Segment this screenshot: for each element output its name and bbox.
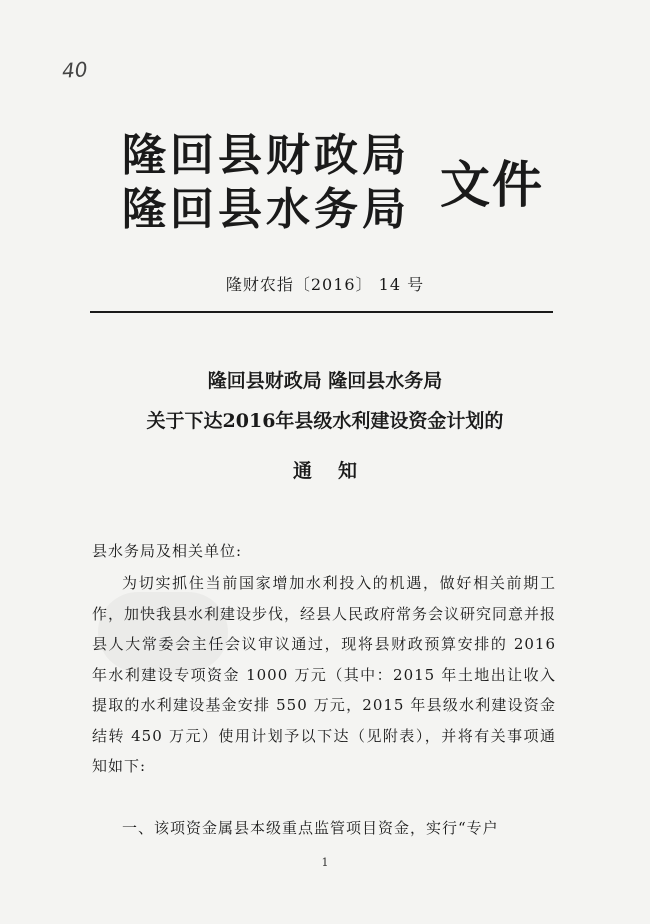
salutation: 县水务局及相关单位: bbox=[92, 542, 243, 560]
title-line-1: 隆回县财政局 隆回县水务局 bbox=[207, 370, 443, 392]
body-paragraph-1: 为切实抓住当前国家增加水利投入的机遇，做好相关前期工作，加快我县水利建设步伐，经县人民政府常务会议研究同意并报县人大常委会主任会议审议通过，现将县财政预算安排的 2016 年水利建设专项资金 1000 万元（其中：2015 年土地出让收入提取的水利建设基金安排 550 万元，2015 年县级水利建设资金结转 450 万元）使用计划予以下达（见附表），并将有关事项通知如下: bbox=[92, 574, 557, 775]
issuer-line-1: 隆回县财政局 bbox=[122, 130, 410, 181]
header-divider bbox=[90, 311, 553, 313]
issuer-header bbox=[122, 132, 542, 242]
document-type: 文件 bbox=[440, 155, 544, 214]
title-line-2: 关于下达2016年县级水利建设资金计划的 bbox=[146, 410, 504, 432]
issuer-line-2: 隆回县水务局 bbox=[122, 184, 410, 235]
page-number: 1 bbox=[321, 856, 329, 869]
handwritten-number: 40 bbox=[61, 57, 89, 83]
document-number: 隆财农指〔2016〕 14 号 bbox=[225, 275, 425, 294]
title-line-3: 通知 bbox=[292, 460, 383, 482]
body-paragraph-2: 一、该项资金属县本级重点监管项目资金，实行“专户 bbox=[122, 819, 499, 837]
